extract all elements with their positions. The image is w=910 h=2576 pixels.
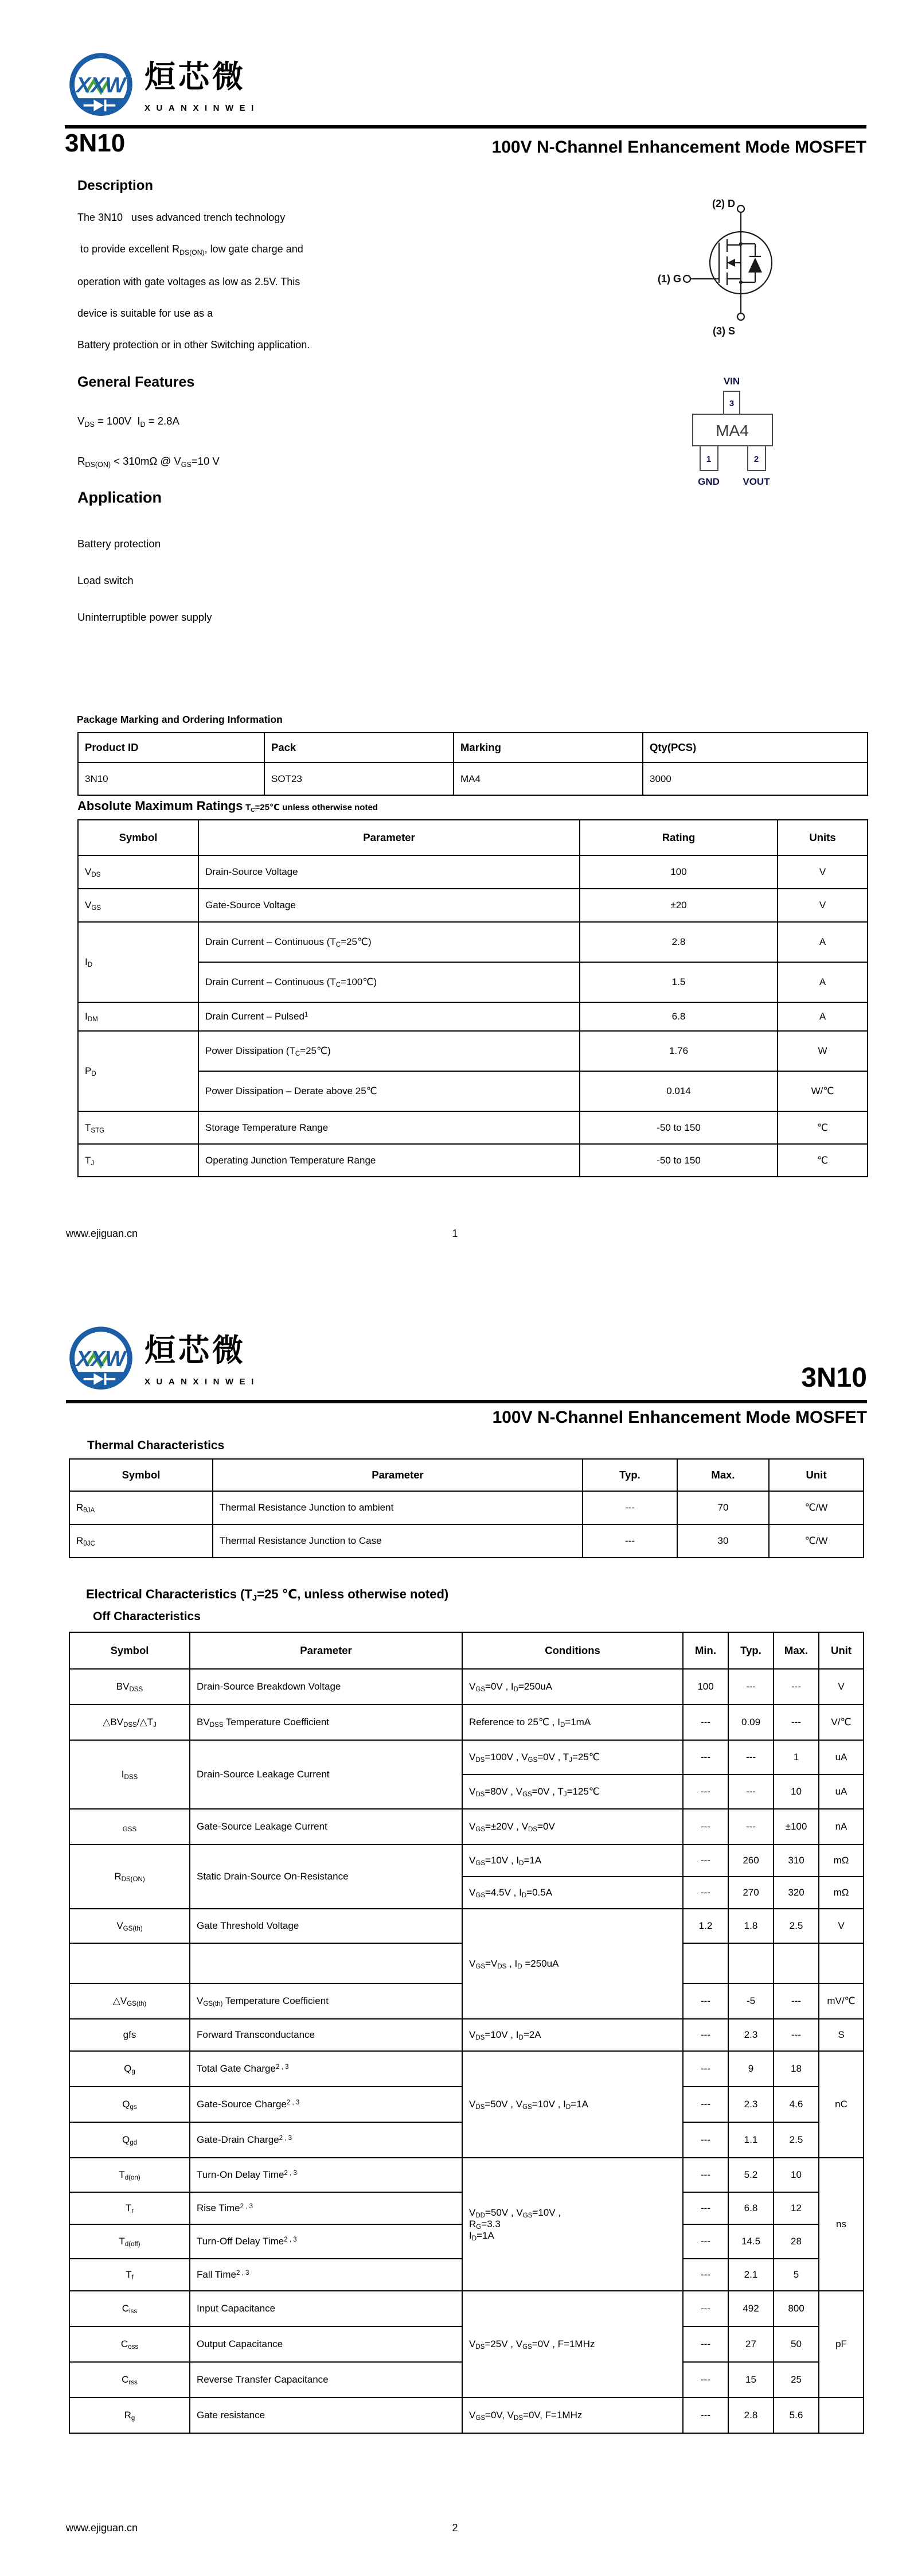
description-text bbox=[77, 202, 513, 361]
table-cell: ℃/W bbox=[769, 1524, 864, 1558]
table-cell: uA bbox=[819, 1775, 864, 1809]
table-cell: Reference to 25℃ , $I_D=1mA$ bbox=[462, 1705, 683, 1740]
description-heading: Description bbox=[77, 178, 154, 193]
table-cell: ±100 bbox=[774, 1809, 819, 1845]
table-cell: $\triangle BV_{DSS}/\triangle T_J$ bbox=[69, 1705, 190, 1740]
table-cell: Drain Current – Continuous $(T_C=25℃)$ bbox=[198, 922, 580, 962]
header-rule bbox=[66, 1400, 867, 1403]
application-item: Uninterruptible power supply bbox=[77, 611, 212, 623]
page1-footer-site: www.ejiguan.cn bbox=[66, 1228, 138, 1239]
table-cell: Typ. bbox=[583, 1459, 677, 1491]
table-cell: Drain Current – Pulsed$^1$ bbox=[198, 1002, 580, 1031]
table-cell: Rise Time$^{2 , 3}$ bbox=[190, 2192, 462, 2224]
table-cell: $R_{\theta JC}$ bbox=[69, 1524, 213, 1558]
page2-footer-number: 2 bbox=[452, 2522, 458, 2534]
electrical-characteristics-table bbox=[69, 1632, 864, 2434]
table-cell: 5.2 bbox=[728, 2158, 774, 2192]
table-cell: 320 bbox=[774, 1877, 819, 1909]
table-cell bbox=[819, 2398, 864, 2433]
brand-logo-icon bbox=[64, 1324, 138, 1396]
table-cell: $T_{d(off)}$ bbox=[69, 2224, 190, 2259]
table-cell: $T_f$ bbox=[69, 2259, 190, 2291]
table-cell: 27 bbox=[728, 2326, 774, 2362]
table-cell: --- bbox=[683, 2051, 728, 2087]
table-cell: MA4 bbox=[454, 762, 643, 795]
table-cell: 25 bbox=[774, 2362, 819, 2398]
amr-heading-row bbox=[77, 799, 378, 814]
table-cell: Turn-On Delay Time$^{2 , 3}$ bbox=[190, 2158, 462, 2192]
table-cell: Parameter bbox=[198, 820, 580, 855]
table-cell: 6.8 bbox=[728, 2192, 774, 2224]
table-cell: V/℃ bbox=[819, 1705, 864, 1740]
table-cell: 260 bbox=[728, 1845, 774, 1877]
table-cell: Gate-Source Voltage bbox=[198, 889, 580, 922]
table-cell: Symbol bbox=[78, 820, 198, 855]
table-cell: $R_{DS(ON)}$ bbox=[69, 1845, 190, 1909]
table-cell: --- bbox=[683, 2291, 728, 2326]
general-features-heading: General Features bbox=[77, 374, 195, 390]
pin-vin-label: VIN bbox=[723, 376, 740, 387]
table-cell: $V_{GS}$ bbox=[78, 889, 198, 922]
brand-name-zh: 烜芯微 bbox=[144, 1333, 246, 1368]
ordering-table bbox=[77, 732, 868, 796]
description-line: operation with gate voltages as low as 2.5V. This bbox=[77, 276, 300, 287]
table-cell: $V_{GS}=\pm 20V$ , $V_{DS}=0V$ bbox=[462, 1809, 683, 1845]
page1-footer-number: 1 bbox=[452, 1228, 458, 1239]
table-cell: --- bbox=[683, 1775, 728, 1809]
table-cell: 1.5 bbox=[580, 962, 778, 1002]
brand-initials: XXW bbox=[76, 1347, 126, 1372]
table-cell bbox=[190, 1943, 462, 1983]
table-cell: Typ. bbox=[728, 1632, 774, 1669]
table-cell: Gate resistance bbox=[190, 2398, 462, 2433]
table-cell: 1.2 bbox=[683, 1909, 728, 1943]
table-cell: 100 bbox=[580, 855, 778, 889]
table-cell: Marking bbox=[454, 733, 643, 762]
table-cell: nA bbox=[819, 1809, 864, 1845]
table-cell: 70 bbox=[677, 1491, 769, 1524]
table-cell: Symbol bbox=[69, 1632, 190, 1669]
table-cell: $V_{DS}=50V$ , $V_{GS}=10V$ , $I_D=1A$ bbox=[462, 2051, 683, 2158]
table-cell: 2.1 bbox=[728, 2259, 774, 2291]
table-cell: mΩ bbox=[819, 1877, 864, 1909]
table-cell: pF bbox=[819, 2291, 864, 2398]
description-line: to provide excellent $R_{DS(ON)}$, low gate charge and bbox=[77, 243, 303, 256]
table-cell: $V_{DS}=25V$ , $V_{GS}=0V$ , F=1MHz bbox=[462, 2291, 683, 2398]
table-cell: 6.8 bbox=[580, 1002, 778, 1031]
page-subtitle: 100V N-Channel Enhancement Mode MOSFET bbox=[491, 137, 866, 157]
table-cell: --- bbox=[774, 1983, 819, 2019]
table-cell: --- bbox=[683, 2362, 728, 2398]
table-cell: 14.5 bbox=[728, 2224, 774, 2259]
table-cell: 18 bbox=[774, 2051, 819, 2087]
table-cell: A bbox=[778, 1002, 868, 1031]
table-cell bbox=[728, 1943, 774, 1983]
application-heading: Application bbox=[77, 489, 162, 506]
table-cell: 30 bbox=[677, 1524, 769, 1558]
table-cell: Reverse Transfer Capacitance bbox=[190, 2362, 462, 2398]
table-cell: Drain Current – Continuous $(T_C=100℃)$ bbox=[198, 962, 580, 1002]
table-cell: --- bbox=[683, 1809, 728, 1845]
table-cell: -50 to 150 bbox=[580, 1111, 778, 1144]
table-cell: 492 bbox=[728, 2291, 774, 2326]
table-cell: 28 bbox=[774, 2224, 819, 2259]
body-diode bbox=[748, 258, 762, 273]
table-cell: mV/℃ bbox=[819, 1983, 864, 2019]
table-cell bbox=[774, 1943, 819, 1983]
table-cell: $I_D$ bbox=[78, 922, 198, 1002]
table-cell bbox=[683, 1943, 728, 1983]
table-cell: $C_{iss}$ bbox=[69, 2291, 190, 2326]
table-cell: --- bbox=[683, 2259, 728, 2291]
table-cell: 0.014 bbox=[580, 1071, 778, 1111]
table-cell: $V_{GS}=V_{DS}$ , $I_D =250uA$ bbox=[462, 1909, 683, 2019]
absolute-maximum-ratings-table bbox=[77, 819, 868, 1177]
gate-label: (1) G bbox=[657, 273, 681, 285]
table-cell: --- bbox=[683, 1845, 728, 1877]
application-item: Load switch bbox=[77, 574, 134, 586]
table-cell: -5 bbox=[728, 1983, 774, 2019]
table-cell: Power Dissipation $(T_C=25℃)$ bbox=[198, 1031, 580, 1071]
amr-heading: Absolute Maximum Ratings bbox=[77, 799, 243, 813]
body-arrow bbox=[727, 259, 735, 267]
table-cell: 4.6 bbox=[774, 2087, 819, 2122]
table-cell: 100 bbox=[683, 1669, 728, 1705]
table-cell bbox=[69, 1943, 190, 1983]
table-cell: ns bbox=[819, 2158, 864, 2291]
table-cell: --- bbox=[683, 2087, 728, 2122]
table-cell: Parameter bbox=[213, 1459, 583, 1491]
table-cell: V bbox=[778, 889, 868, 922]
table-cell: A bbox=[778, 922, 868, 962]
brand-logo bbox=[64, 1324, 260, 1396]
table-cell: --- bbox=[683, 2192, 728, 2224]
table-cell: Operating Junction Temperature Range bbox=[198, 1144, 580, 1177]
table-cell: 2.5 bbox=[774, 1909, 819, 1943]
electrical-heading: Electrical Characteristics ($T_J=25$ ℃, unless otherwise noted) bbox=[86, 1587, 449, 1604]
table-cell: Turn-Off Delay Time$^{2 , 3}$ bbox=[190, 2224, 462, 2259]
table-cell: nC bbox=[819, 2051, 864, 2158]
table-cell: --- bbox=[683, 1877, 728, 1909]
table-cell: 3N10 bbox=[78, 762, 264, 795]
table-cell: --- bbox=[728, 1740, 774, 1775]
table-cell: 2.8 bbox=[580, 922, 778, 962]
table-cell: --- bbox=[583, 1491, 677, 1524]
table-cell: --- bbox=[683, 2122, 728, 2158]
table-cell: Max. bbox=[774, 1632, 819, 1669]
table-cell: $V_{DS}$ bbox=[78, 855, 198, 889]
brand-logo bbox=[64, 50, 260, 123]
table-cell: 10 bbox=[774, 2158, 819, 2192]
table-cell: 12 bbox=[774, 2192, 819, 2224]
part-number: 3N10 bbox=[801, 1363, 867, 1393]
page1-titlebar bbox=[65, 131, 866, 156]
mosfet-symbol-figure bbox=[648, 192, 786, 341]
feature-line: $R_{DS(ON)} < 310m\Omega$ @ $V_{GS}=10$ V bbox=[77, 455, 220, 469]
table-cell: Rating bbox=[580, 820, 778, 855]
table-cell: $V_{GS}=10V$ , $I_D=1A$ bbox=[462, 1845, 683, 1877]
table-cell: Gate-Source Leakage Current bbox=[190, 1809, 462, 1845]
table-cell: $V_{DS}=10V$ , $I_D=2A$ bbox=[462, 2019, 683, 2051]
table-cell: 1.76 bbox=[580, 1031, 778, 1071]
table-cell: Units bbox=[778, 820, 868, 855]
table-cell: 5.6 bbox=[774, 2398, 819, 2433]
table-cell: Parameter bbox=[190, 1632, 462, 1669]
pin-gnd-label: GND bbox=[698, 476, 720, 487]
pin-vout-label: VOUT bbox=[743, 476, 770, 487]
table-cell: 310 bbox=[774, 1845, 819, 1877]
table-cell: 5 bbox=[774, 2259, 819, 2291]
table-cell: 9 bbox=[728, 2051, 774, 2087]
table-cell: Gate Threshold Voltage bbox=[190, 1909, 462, 1943]
table-cell: Drain-Source Voltage bbox=[198, 855, 580, 889]
table-cell: V bbox=[819, 1669, 864, 1705]
table-cell: 2.8 bbox=[728, 2398, 774, 2433]
header-rule bbox=[65, 125, 866, 129]
table-cell bbox=[819, 1943, 864, 1983]
table-cell: gfs bbox=[69, 2019, 190, 2051]
table-cell: Qty(PCS) bbox=[643, 733, 868, 762]
table-cell: Gate-Drain Charge$^{2 , 3}$ bbox=[190, 2122, 462, 2158]
brand-initials: XXW bbox=[76, 73, 126, 98]
table-cell: Unit bbox=[769, 1459, 864, 1491]
table-cell: $P_D$ bbox=[78, 1031, 198, 1111]
table-cell: --- bbox=[728, 1809, 774, 1845]
off-characteristics-heading: Off Characteristics bbox=[93, 1610, 201, 1623]
table-cell: --- bbox=[728, 1775, 774, 1809]
table-cell: $V_{GS(th)}$ Temperature Coefficient bbox=[190, 1983, 462, 2019]
feature-line: $V_{DS} = 100V$ $I_D = 2.8A$ bbox=[77, 415, 179, 429]
table-cell: $C_{oss}$ bbox=[69, 2326, 190, 2362]
table-cell: SOT23 bbox=[264, 762, 454, 795]
package-marking: MA4 bbox=[716, 422, 749, 439]
table-cell: --- bbox=[683, 1740, 728, 1775]
brand-name-zh: 烜芯微 bbox=[144, 60, 246, 94]
package-pinout-figure bbox=[677, 367, 791, 499]
drain-label: (2) D bbox=[712, 198, 735, 209]
table-cell: Fall Time$^{2 , 3}$ bbox=[190, 2259, 462, 2291]
table-cell: --- bbox=[683, 2326, 728, 2362]
brand-logo-icon bbox=[64, 50, 138, 123]
table-cell: Symbol bbox=[69, 1459, 213, 1491]
table-cell: 270 bbox=[728, 1877, 774, 1909]
table-cell: S bbox=[819, 2019, 864, 2051]
table-cell: 2.5 bbox=[774, 2122, 819, 2158]
table-cell: 1.1 bbox=[728, 2122, 774, 2158]
table-cell: $BV_{DSS}$ Temperature Coefficient bbox=[190, 1705, 462, 1740]
table-cell: Product ID bbox=[78, 733, 264, 762]
table-cell: 50 bbox=[774, 2326, 819, 2362]
table-cell: W/℃ bbox=[778, 1071, 868, 1111]
table-cell: $Q_g$ bbox=[69, 2051, 190, 2087]
table-cell: $V_{DD}=50V$ , $V_{GS}=10V$ , $R_G=3.3$ $I_D=1A$ bbox=[462, 2158, 683, 2291]
pin1-number: 1 bbox=[706, 454, 712, 464]
table-cell: $Q_{gd}$ bbox=[69, 2122, 190, 2158]
table-cell: $V_{GS}=0V$, $V_{DS}=0V$, F=1MHz bbox=[462, 2398, 683, 2433]
table-cell: 3000 bbox=[643, 762, 868, 795]
table-cell: Unit bbox=[819, 1632, 864, 1669]
description-line: device is suitable for use as a bbox=[77, 308, 213, 319]
table-cell: Thermal Resistance Junction to Case bbox=[213, 1524, 583, 1558]
table-cell: --- bbox=[728, 1669, 774, 1705]
table-cell: $Q_{gs}$ bbox=[69, 2087, 190, 2122]
table-cell: Output Capacitance bbox=[190, 2326, 462, 2362]
table-cell: Drain-Source Leakage Current bbox=[190, 1740, 462, 1809]
part-number: 3N10 bbox=[65, 129, 126, 157]
table-cell: $V_{DS}=100V$ , $V_{GS}=0V$ , $T_J=25℃$ bbox=[462, 1740, 683, 1775]
amr-note: $T_C=25℃$ unless otherwise noted bbox=[245, 803, 378, 814]
table-cell: 2.3 bbox=[728, 2087, 774, 2122]
general-features-list bbox=[77, 402, 513, 482]
table-cell: $I_{DM}$ bbox=[78, 1002, 198, 1031]
table-cell: $I_{DSS}$ bbox=[69, 1740, 190, 1809]
table-cell: Storage Temperature Range bbox=[198, 1111, 580, 1144]
pin2-number: 2 bbox=[753, 454, 759, 464]
page2-footer-site: www.ejiguan.cn bbox=[66, 2522, 138, 2534]
table-cell: 10 bbox=[774, 1775, 819, 1809]
table-cell: $T_J$ bbox=[78, 1144, 198, 1177]
table-cell: $T_{d(on)}$ bbox=[69, 2158, 190, 2192]
description-line: Battery protection or in other Switching application. bbox=[77, 339, 310, 351]
table-cell: 2.3 bbox=[728, 2019, 774, 2051]
table-cell: Pack bbox=[264, 733, 454, 762]
application-list bbox=[77, 526, 513, 636]
table-cell: uA bbox=[819, 1740, 864, 1775]
table-cell: $V_{GS(th)}$ bbox=[69, 1909, 190, 1943]
table-cell: --- bbox=[583, 1524, 677, 1558]
table-cell: $T_{STG}$ bbox=[78, 1111, 198, 1144]
table-cell: Thermal Resistance Junction to ambient bbox=[213, 1491, 583, 1524]
table-cell: Drain-Source Breakdown Voltage bbox=[190, 1669, 462, 1705]
table-cell: $\triangle V_{GS(th)}$ bbox=[69, 1983, 190, 2019]
table-cell: Power Dissipation – Derate above 25℃ bbox=[198, 1071, 580, 1111]
table-cell: ±20 bbox=[580, 889, 778, 922]
brand-text bbox=[144, 50, 260, 114]
brand-name-en: XUANXINWEI bbox=[144, 1377, 260, 1387]
table-cell: --- bbox=[774, 2019, 819, 2051]
table-cell: Total Gate Charge$^{2 , 3}$ bbox=[190, 2051, 462, 2087]
table-cell: Forward Transconductance bbox=[190, 2019, 462, 2051]
table-cell: V bbox=[778, 855, 868, 889]
table-cell: --- bbox=[683, 1705, 728, 1740]
table-cell: $T_r$ bbox=[69, 2192, 190, 2224]
table-cell: --- bbox=[683, 2158, 728, 2192]
table-cell: 15 bbox=[728, 2362, 774, 2398]
table-cell: 0.09 bbox=[728, 1705, 774, 1740]
thermal-heading: Thermal Characteristics bbox=[87, 1439, 225, 1452]
table-cell: W bbox=[778, 1031, 868, 1071]
table-cell: GSS bbox=[69, 1809, 190, 1845]
table-cell: Gate-Source Charge$^{2 , 3}$ bbox=[190, 2087, 462, 2122]
table-cell: --- bbox=[774, 1669, 819, 1705]
table-cell: ℃/W bbox=[769, 1491, 864, 1524]
brand-name-en: XUANXINWEI bbox=[144, 103, 260, 113]
table-cell: Static Drain-Source On-Resistance bbox=[190, 1845, 462, 1909]
brand-text bbox=[144, 1324, 260, 1387]
table-cell: Max. bbox=[677, 1459, 769, 1491]
table-cell: -50 to 150 bbox=[580, 1144, 778, 1177]
table-cell: ℃ bbox=[778, 1144, 868, 1177]
table-cell: Input Capacitance bbox=[190, 2291, 462, 2326]
thermal-characteristics-table bbox=[69, 1458, 864, 1558]
table-cell: --- bbox=[774, 1705, 819, 1740]
table-cell: mΩ bbox=[819, 1845, 864, 1877]
table-cell: $V_{DS}=80V$ , $V_{GS}=0V$ , $T_J=125℃$ bbox=[462, 1775, 683, 1809]
table-cell: --- bbox=[683, 2019, 728, 2051]
table-cell: $BV_{DSS}$ bbox=[69, 1669, 190, 1705]
ordering-heading: Package Marking and Ordering Information bbox=[77, 714, 283, 725]
table-cell: $V_{GS}=0V$ , $I_D=250uA$ bbox=[462, 1669, 683, 1705]
table-cell: Conditions bbox=[462, 1632, 683, 1669]
pin3-number: 3 bbox=[729, 399, 735, 408]
table-cell: 800 bbox=[774, 2291, 819, 2326]
table-cell: 1 bbox=[774, 1740, 819, 1775]
table-cell: --- bbox=[683, 1983, 728, 2019]
application-item: Battery protection bbox=[77, 538, 161, 550]
table-cell: $C_{rss}$ bbox=[69, 2362, 190, 2398]
source-label: (3) S bbox=[712, 325, 735, 337]
table-cell: $R_g$ bbox=[69, 2398, 190, 2433]
table-cell: A bbox=[778, 962, 868, 1002]
table-cell: V bbox=[819, 1909, 864, 1943]
table-cell: ℃ bbox=[778, 1111, 868, 1144]
table-cell: --- bbox=[683, 2398, 728, 2433]
page-subtitle: 100V N-Channel Enhancement Mode MOSFET bbox=[492, 1408, 867, 1427]
table-cell: $R_{\theta JA}$ bbox=[69, 1491, 213, 1524]
table-cell: Min. bbox=[683, 1632, 728, 1669]
table-cell: $V_{GS}=4.5V$ , $I_D=0.5A$ bbox=[462, 1877, 683, 1909]
description-line: The 3N10 uses advanced trench technology bbox=[77, 212, 286, 223]
table-cell: --- bbox=[683, 2224, 728, 2259]
table-cell: 1.8 bbox=[728, 1909, 774, 1943]
